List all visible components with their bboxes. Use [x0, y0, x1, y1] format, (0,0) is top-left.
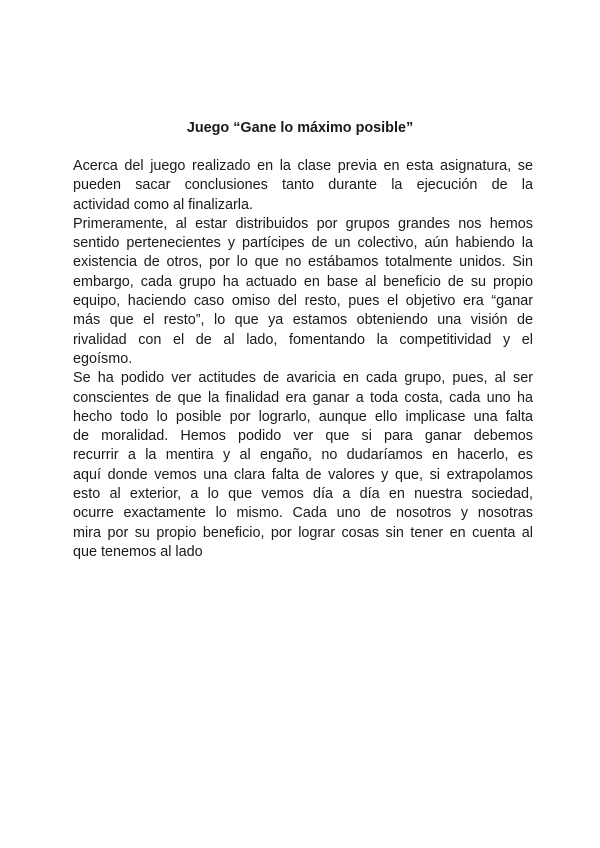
text-line: hecho todo lo posible por lograrlo, aunque ello implicase una falta — [73, 408, 533, 425]
text-line: más que el resto”, lo que ya estamos obteniendo una visión de — [73, 312, 533, 329]
text-line: que tenemos al lado — [73, 543, 203, 560]
text-line: mira por su propio beneficio, por lograr cosas sin tener en cuenta al — [73, 524, 533, 541]
document-title: Juego “Gane lo máximo posible” — [186, 120, 414, 136]
text-line: actividad como al finalizarla. — [73, 196, 253, 213]
text-line: de moralidad. Hemos podido ver que si para ganar debemos — [73, 428, 533, 445]
text-line: egoísmo. — [73, 350, 133, 367]
text-line: aquí donde vemos una clara falta de valores y que, si extrapolamos — [73, 466, 533, 483]
text-line: Primeramente, al estar distribuidos por grupos grandes nos hemos — [73, 215, 533, 232]
text-line: Se ha podido ver actitudes de avaricia en cada grupo, pues, al ser — [73, 370, 533, 387]
text-line: pueden sacar conclusiones tanto durante la ejecución de la — [73, 177, 533, 194]
text-line: recurrir a la mentira y al engaño, no dudaríamos en hacerlo, es — [73, 447, 533, 464]
text-line: Acerca del juego realizado en la clase previa en esta asignatura, se — [73, 158, 533, 174]
text-line: equipo, haciendo caso omiso del resto, pues el objetivo era “ganar — [73, 293, 533, 310]
text-line: ocurre exactamente lo mismo. Cada uno de nosotros y nosotras — [73, 505, 533, 522]
text-line: existencia de otros, por lo que no estábamos totalmente unidos. Sin — [73, 254, 533, 271]
text-line: sentido pertenecientes y partícipes de un colectivo, aún habiendo la — [73, 235, 533, 252]
text-line: esto al exterior, a lo que vemos día a día en nuestra sociedad, — [73, 486, 533, 503]
text-line: rivalidad con el de al lado, fomentando la competitividad y el — [73, 331, 533, 348]
text-line: embargo, cada grupo ha actuado en base al beneficio de su propio — [73, 273, 533, 290]
text-line: conscientes de que la finalidad era ganar a toda costa, cada uno ha — [73, 389, 533, 406]
document-body — [73, 157, 533, 562]
